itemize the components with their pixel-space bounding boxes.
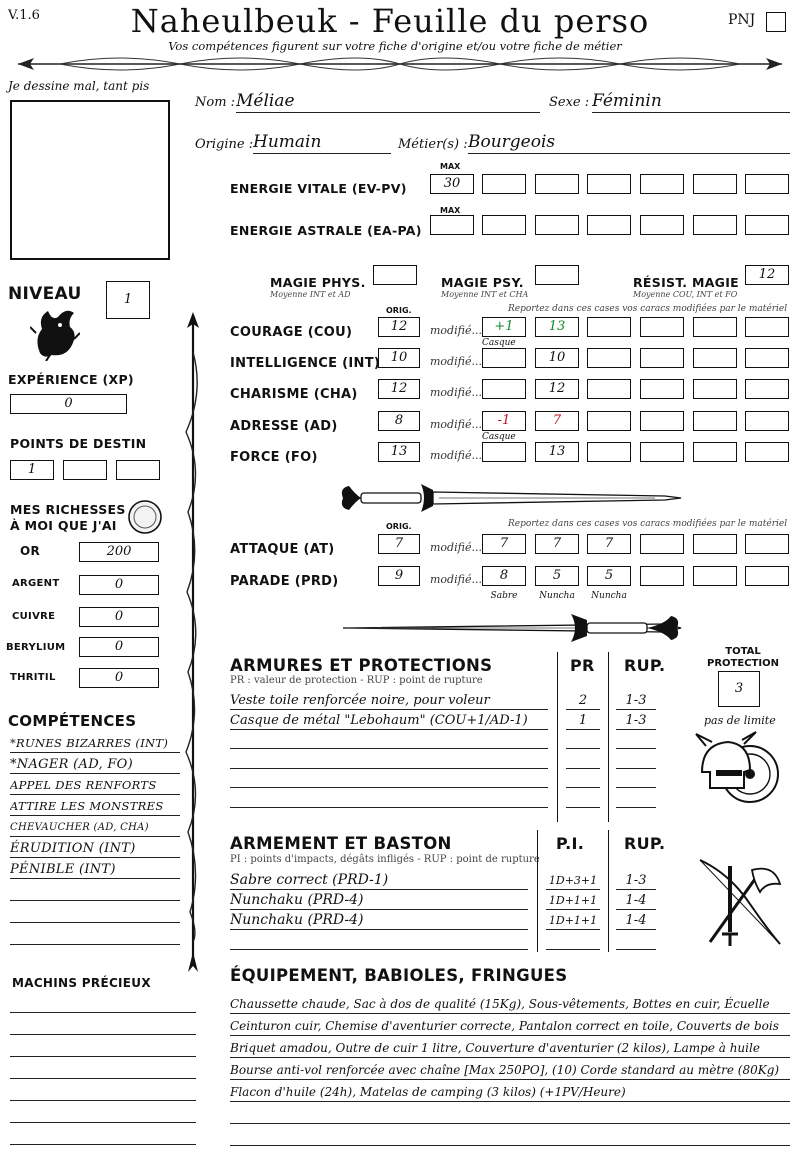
armement-sub: PI : points d'impacts, dégâts infligés - RUP : point de rupture bbox=[230, 854, 540, 865]
coin-icon bbox=[127, 499, 163, 535]
arme-pi[interactable]: 1D+1+1 bbox=[546, 912, 600, 930]
resist-magie-sub: Moyenne COU, INT et FO bbox=[633, 290, 738, 299]
armement-col-divider bbox=[608, 830, 609, 952]
coin-label-berylium: BERYLIUM bbox=[6, 642, 66, 653]
niveau-label: NIVEAU bbox=[8, 284, 82, 304]
carac-cell[interactable] bbox=[482, 379, 526, 399]
carac-cell[interactable] bbox=[640, 317, 684, 337]
equipement-line[interactable]: Flacon d'huile (24h), Matelas de camping (3 kilos) (+1PV/Heure) bbox=[230, 1084, 790, 1102]
metier-field[interactable]: Bourgeois bbox=[468, 132, 790, 154]
pnj-checkbox[interactable] bbox=[766, 12, 786, 32]
armure-pr[interactable]: 1 bbox=[566, 712, 600, 730]
carac-cell[interactable]: 10 bbox=[535, 348, 579, 368]
carac-label: FORCE (FO) bbox=[230, 450, 318, 465]
arme-rup[interactable]: 1-4 bbox=[616, 912, 656, 930]
destin-box-2[interactable] bbox=[63, 460, 107, 480]
magie-phys-label: MAGIE PHYS. bbox=[270, 275, 366, 290]
carac-caption: Casque bbox=[482, 338, 516, 348]
sexe-field[interactable]: Féminin bbox=[592, 91, 790, 113]
carac-cell[interactable] bbox=[587, 348, 631, 368]
ea-box[interactable] bbox=[745, 215, 789, 235]
carac-cell[interactable] bbox=[693, 411, 737, 431]
armement-col-rup: RUP. bbox=[624, 834, 666, 853]
carac-caption: Casque bbox=[482, 432, 516, 442]
machins-line[interactable] bbox=[10, 1100, 196, 1101]
carac-cell[interactable] bbox=[693, 442, 737, 462]
armure-pr[interactable] bbox=[566, 751, 600, 769]
carac-cell[interactable] bbox=[640, 411, 684, 431]
origine-label: Origine : bbox=[195, 137, 254, 152]
carac-orig-box[interactable]: 8 bbox=[378, 411, 420, 431]
resist-magie-box[interactable]: 12 bbox=[745, 265, 789, 285]
equipement-line[interactable]: Chaussette chaude, Sac à dos de qualité (15Kg), Sous-vêtements, Bottes en cuir, Écuelle bbox=[230, 996, 790, 1014]
total-protection-label: TOTAL PROTECTION bbox=[707, 646, 779, 669]
carac-cell[interactable] bbox=[640, 379, 684, 399]
carac-modif-label: modifié... bbox=[430, 418, 482, 431]
arme-name[interactable]: Nunchaku (PRD-4) bbox=[230, 892, 528, 910]
competence-item[interactable]: ATTIRE LES MONSTRES bbox=[10, 797, 180, 816]
ev-box[interactable] bbox=[745, 174, 789, 194]
ea-box[interactable] bbox=[535, 215, 579, 235]
magie-psy-label: MAGIE PSY. bbox=[441, 275, 524, 290]
machins-label: MACHINS PRÉCIEUX bbox=[12, 976, 151, 990]
carac-cell[interactable] bbox=[745, 442, 789, 462]
carac-cell[interactable] bbox=[745, 348, 789, 368]
armure-name[interactable] bbox=[230, 790, 548, 808]
carac-cell[interactable] bbox=[640, 348, 684, 368]
magie-phys-box[interactable] bbox=[373, 265, 417, 285]
ev-box[interactable] bbox=[587, 174, 631, 194]
portrait-box[interactable] bbox=[10, 100, 170, 260]
carac-cell[interactable] bbox=[693, 317, 737, 337]
sword-ornament bbox=[335, 610, 685, 646]
dragon-icon bbox=[30, 303, 80, 361]
carac-cell[interactable] bbox=[693, 379, 737, 399]
competence-item[interactable]: CHEVAUCHER (AD, CHA) bbox=[10, 818, 180, 837]
arme-rup[interactable]: 1-3 bbox=[616, 872, 656, 890]
combat-cell[interactable]: 5 bbox=[535, 566, 579, 586]
carac-modif-label: modifié... bbox=[430, 386, 482, 399]
armures-sub: PR : valeur de protection - RUP : point de rupture bbox=[230, 675, 483, 686]
carac-cell[interactable]: 7 bbox=[535, 411, 579, 431]
competence-item[interactable]: PÉNIBLE (INT) bbox=[10, 860, 180, 879]
armure-rup[interactable]: 1-3 bbox=[616, 692, 656, 710]
version-label: V.1.6 bbox=[8, 8, 40, 23]
pas-de-limite-label: pas de limite bbox=[704, 714, 776, 727]
armure-pr[interactable]: 2 bbox=[566, 692, 600, 710]
arme-pi[interactable] bbox=[546, 932, 600, 950]
armement-title: ARMEMENT ET BASTON bbox=[230, 834, 452, 853]
coin-box-or[interactable]: 200 bbox=[79, 542, 159, 562]
machins-line[interactable] bbox=[10, 1056, 196, 1057]
competence-item[interactable] bbox=[10, 926, 180, 945]
armure-pr[interactable] bbox=[566, 731, 600, 749]
carac-cell[interactable]: +1 bbox=[482, 317, 526, 337]
spear-ornament bbox=[178, 312, 208, 972]
machins-line[interactable] bbox=[10, 1034, 196, 1035]
equipement-line[interactable]: Ceinturon cuir, Chemise d'aventurier correcte, Pantalon correct en toile, Couverts de bois bbox=[230, 1018, 790, 1036]
combat-cell[interactable]: 7 bbox=[587, 534, 631, 554]
combat-label: ATTAQUE (AT) bbox=[230, 542, 335, 557]
equipement-line[interactable] bbox=[230, 1106, 790, 1124]
armure-name[interactable]: Casque de métal "Lebohaum" (COU+1/AD-1) bbox=[230, 712, 548, 730]
armure-name[interactable] bbox=[230, 731, 548, 749]
carac-cell[interactable] bbox=[745, 411, 789, 431]
combat-orig-label: ORIG. bbox=[386, 522, 412, 531]
arme-pi[interactable]: 1D+1+1 bbox=[546, 892, 600, 910]
ev-box[interactable] bbox=[482, 174, 526, 194]
arme-name[interactable]: Sabre correct (PRD-1) bbox=[230, 872, 528, 890]
xp-box[interactable]: 0 bbox=[10, 394, 127, 414]
combat-note: Reportez dans ces cases vos caracs modifiées par le matériel bbox=[508, 519, 788, 529]
magie-psy-box[interactable] bbox=[535, 265, 579, 285]
sexe-label: Sexe : bbox=[549, 95, 590, 110]
caracs-orig-label: ORIG. bbox=[386, 306, 412, 315]
machins-line[interactable] bbox=[10, 1122, 196, 1123]
ea-box[interactable] bbox=[640, 215, 684, 235]
equipement-line[interactable]: Briquet amadou, Outre de cuir 1 litre, Couverture d'aventurier (2 kilos), Lampe à huile bbox=[230, 1040, 790, 1058]
carac-cell[interactable] bbox=[745, 317, 789, 337]
carac-cell[interactable]: 13 bbox=[535, 442, 579, 462]
combat-cell[interactable] bbox=[745, 566, 789, 586]
armure-rup[interactable] bbox=[616, 731, 656, 749]
armure-pr[interactable] bbox=[566, 790, 600, 808]
arme-pi[interactable]: 1D+3+1 bbox=[546, 872, 600, 890]
competence-item[interactable] bbox=[10, 882, 180, 901]
armement-col-divider bbox=[537, 830, 538, 952]
coin-box-cuivre[interactable]: 0 bbox=[79, 607, 159, 627]
competence-item[interactable]: *RUNES BIZARRES (INT) bbox=[10, 734, 180, 753]
combat-orig-box[interactable]: 9 bbox=[378, 566, 420, 586]
carac-cell[interactable] bbox=[745, 379, 789, 399]
helmet-shield-icon bbox=[694, 728, 780, 812]
portrait-caption: Je dessine mal, tant pis bbox=[8, 79, 150, 93]
armement-col-pi: P.I. bbox=[556, 834, 585, 853]
page-title: Naheulbeuk - Feuille du perso bbox=[130, 2, 650, 40]
ev-box[interactable] bbox=[640, 174, 684, 194]
combat-cell[interactable] bbox=[693, 534, 737, 554]
armure-rup[interactable] bbox=[616, 751, 656, 769]
machins-line[interactable] bbox=[10, 1078, 196, 1079]
carac-cell[interactable] bbox=[587, 442, 631, 462]
machins-line[interactable] bbox=[10, 1012, 196, 1013]
armures-col-pr: PR bbox=[570, 656, 595, 675]
coin-box-argent[interactable]: 0 bbox=[79, 575, 159, 595]
combat-cell[interactable]: 5 bbox=[587, 566, 631, 586]
carac-label: COURAGE (COU) bbox=[230, 325, 353, 340]
carac-label: ADRESSE (AD) bbox=[230, 419, 338, 434]
ev-max-box[interactable]: 30 bbox=[430, 174, 474, 194]
weapons-icon bbox=[690, 854, 786, 950]
ea-max-label: MAX bbox=[440, 206, 461, 215]
carac-cell[interactable] bbox=[587, 411, 631, 431]
carac-cell[interactable] bbox=[693, 348, 737, 368]
carac-cell[interactable] bbox=[482, 348, 526, 368]
competence-item[interactable]: ÉRUDITION (INT) bbox=[10, 839, 180, 858]
armures-col-rup: RUP. bbox=[624, 656, 666, 675]
equipement-line[interactable]: Bourse anti-vol renforcée avec chaîne [Max 250PO], (10) Corde standard au mètre (80Kg) bbox=[230, 1062, 790, 1080]
armures-col-divider bbox=[557, 652, 558, 822]
armure-name[interactable] bbox=[230, 751, 548, 769]
carac-modif-label: modifié... bbox=[430, 324, 482, 337]
competence-item[interactable]: APPEL DES RENFORTS bbox=[10, 776, 180, 795]
carac-cell[interactable]: 12 bbox=[535, 379, 579, 399]
armure-name[interactable]: Veste toile renforcée noire, pour voleur bbox=[230, 692, 548, 710]
carac-cell[interactable]: 13 bbox=[535, 317, 579, 337]
ea-box[interactable] bbox=[482, 215, 526, 235]
machins-line[interactable] bbox=[10, 1144, 196, 1145]
combat-cell[interactable] bbox=[693, 566, 737, 586]
carac-label: CHARISME (CHA) bbox=[230, 387, 358, 402]
coin-label-or: OR bbox=[20, 544, 41, 558]
origine-field[interactable]: Humain bbox=[253, 132, 391, 154]
ea-box[interactable] bbox=[587, 215, 631, 235]
coin-box-thritil[interactable]: 0 bbox=[79, 668, 159, 688]
ea-label: ENERGIE ASTRALE (EA-PA) bbox=[230, 223, 422, 238]
combat-caption: Nuncha bbox=[539, 591, 575, 601]
destin-label: POINTS DE DESTIN bbox=[10, 436, 147, 451]
armure-rup[interactable] bbox=[616, 770, 656, 788]
armures-title: ARMURES ET PROTECTIONS bbox=[230, 656, 493, 675]
armure-name[interactable] bbox=[230, 770, 548, 788]
combat-caption: Sabre bbox=[490, 591, 518, 601]
title-ornament bbox=[0, 50, 800, 80]
combat-label: PARADE (PRD) bbox=[230, 574, 339, 589]
magie-phys-sub: Moyenne INT et AD bbox=[270, 290, 351, 299]
ea-box[interactable] bbox=[693, 215, 737, 235]
ev-box[interactable] bbox=[693, 174, 737, 194]
carac-orig-box[interactable]: 13 bbox=[378, 442, 420, 462]
sword-ornament bbox=[335, 480, 685, 516]
carac-orig-box[interactable]: 12 bbox=[378, 317, 420, 337]
coin-label-argent: ARGENT bbox=[12, 578, 60, 589]
carac-modif-label: modifié... bbox=[430, 449, 482, 462]
carac-modif-label: modifié... bbox=[430, 355, 482, 368]
carac-cell[interactable]: -1 bbox=[482, 411, 526, 431]
coin-label-thritil: THRITIL bbox=[10, 672, 56, 683]
armure-rup[interactable]: 1-3 bbox=[616, 712, 656, 730]
equipement-title: ÉQUIPEMENT, BABIOLES, FRINGUES bbox=[230, 966, 568, 985]
xp-label: EXPÉRIENCE (XP) bbox=[8, 372, 134, 387]
equipement-line[interactable] bbox=[230, 1128, 790, 1146]
armure-pr[interactable] bbox=[566, 770, 600, 788]
carac-cell[interactable] bbox=[587, 379, 631, 399]
magie-psy-sub: Moyenne INT et CHA bbox=[441, 290, 529, 299]
coin-box-berylium[interactable]: 0 bbox=[79, 637, 159, 657]
armures-col-divider bbox=[608, 652, 609, 822]
combat-cell[interactable] bbox=[640, 534, 684, 554]
armure-rup[interactable] bbox=[616, 790, 656, 808]
combat-modif-label: modifié... bbox=[430, 573, 482, 586]
competence-item[interactable]: *NAGER (AD, FO) bbox=[10, 755, 180, 774]
coin-label-cuivre: CUIVRE bbox=[12, 611, 56, 622]
pnj-label: PNJ bbox=[728, 12, 756, 28]
combat-orig-box[interactable]: 7 bbox=[378, 534, 420, 554]
ev-max-label: MAX bbox=[440, 162, 461, 171]
ev-label: ENERGIE VITALE (EV-PV) bbox=[230, 181, 407, 196]
niveau-box[interactable]: 1 bbox=[106, 281, 150, 319]
carac-cell[interactable] bbox=[587, 317, 631, 337]
combat-cell[interactable] bbox=[745, 534, 789, 554]
metier-label: Métier(s) : bbox=[398, 137, 468, 152]
resist-magie-label: RÉSIST. MAGIE bbox=[633, 275, 740, 290]
nom-field[interactable]: Méliae bbox=[236, 91, 540, 113]
carac-cell[interactable] bbox=[640, 442, 684, 462]
carac-label: INTELLIGENCE (INT) bbox=[230, 356, 381, 371]
carac-orig-box[interactable]: 10 bbox=[378, 348, 420, 368]
combat-cell[interactable]: 7 bbox=[482, 534, 526, 554]
arme-name[interactable]: Nunchaku (PRD-4) bbox=[230, 912, 528, 930]
combat-modif-label: modifié... bbox=[430, 541, 482, 554]
nom-label: Nom : bbox=[195, 95, 236, 110]
total-protection-box[interactable]: 3 bbox=[718, 671, 760, 707]
combat-cell[interactable]: 7 bbox=[535, 534, 579, 554]
richesses-label: MES RICHESSES À MOI QUE J'AI bbox=[10, 502, 126, 533]
caracs-note: Reportez dans ces cases vos caracs modifiées par le matériel bbox=[508, 304, 788, 314]
combat-cell[interactable] bbox=[640, 566, 684, 586]
combat-cell[interactable]: 8 bbox=[482, 566, 526, 586]
combat-caption: Nuncha bbox=[591, 591, 627, 601]
page-subtitle: Vos compétences figurent sur votre fiche d'origine et/ou votre fiche de métier bbox=[168, 39, 622, 53]
competence-item[interactable] bbox=[10, 904, 180, 923]
carac-cell[interactable] bbox=[482, 442, 526, 462]
destin-box-3[interactable] bbox=[116, 460, 160, 480]
destin-box-1[interactable]: 1 bbox=[10, 460, 54, 480]
arme-rup[interactable] bbox=[616, 932, 656, 950]
competences-label: COMPÉTENCES bbox=[8, 712, 137, 730]
ev-box[interactable] bbox=[535, 174, 579, 194]
arme-rup[interactable]: 1-4 bbox=[616, 892, 656, 910]
arme-name[interactable] bbox=[230, 932, 528, 950]
ea-max-box[interactable] bbox=[430, 215, 474, 235]
carac-orig-box[interactable]: 12 bbox=[378, 379, 420, 399]
